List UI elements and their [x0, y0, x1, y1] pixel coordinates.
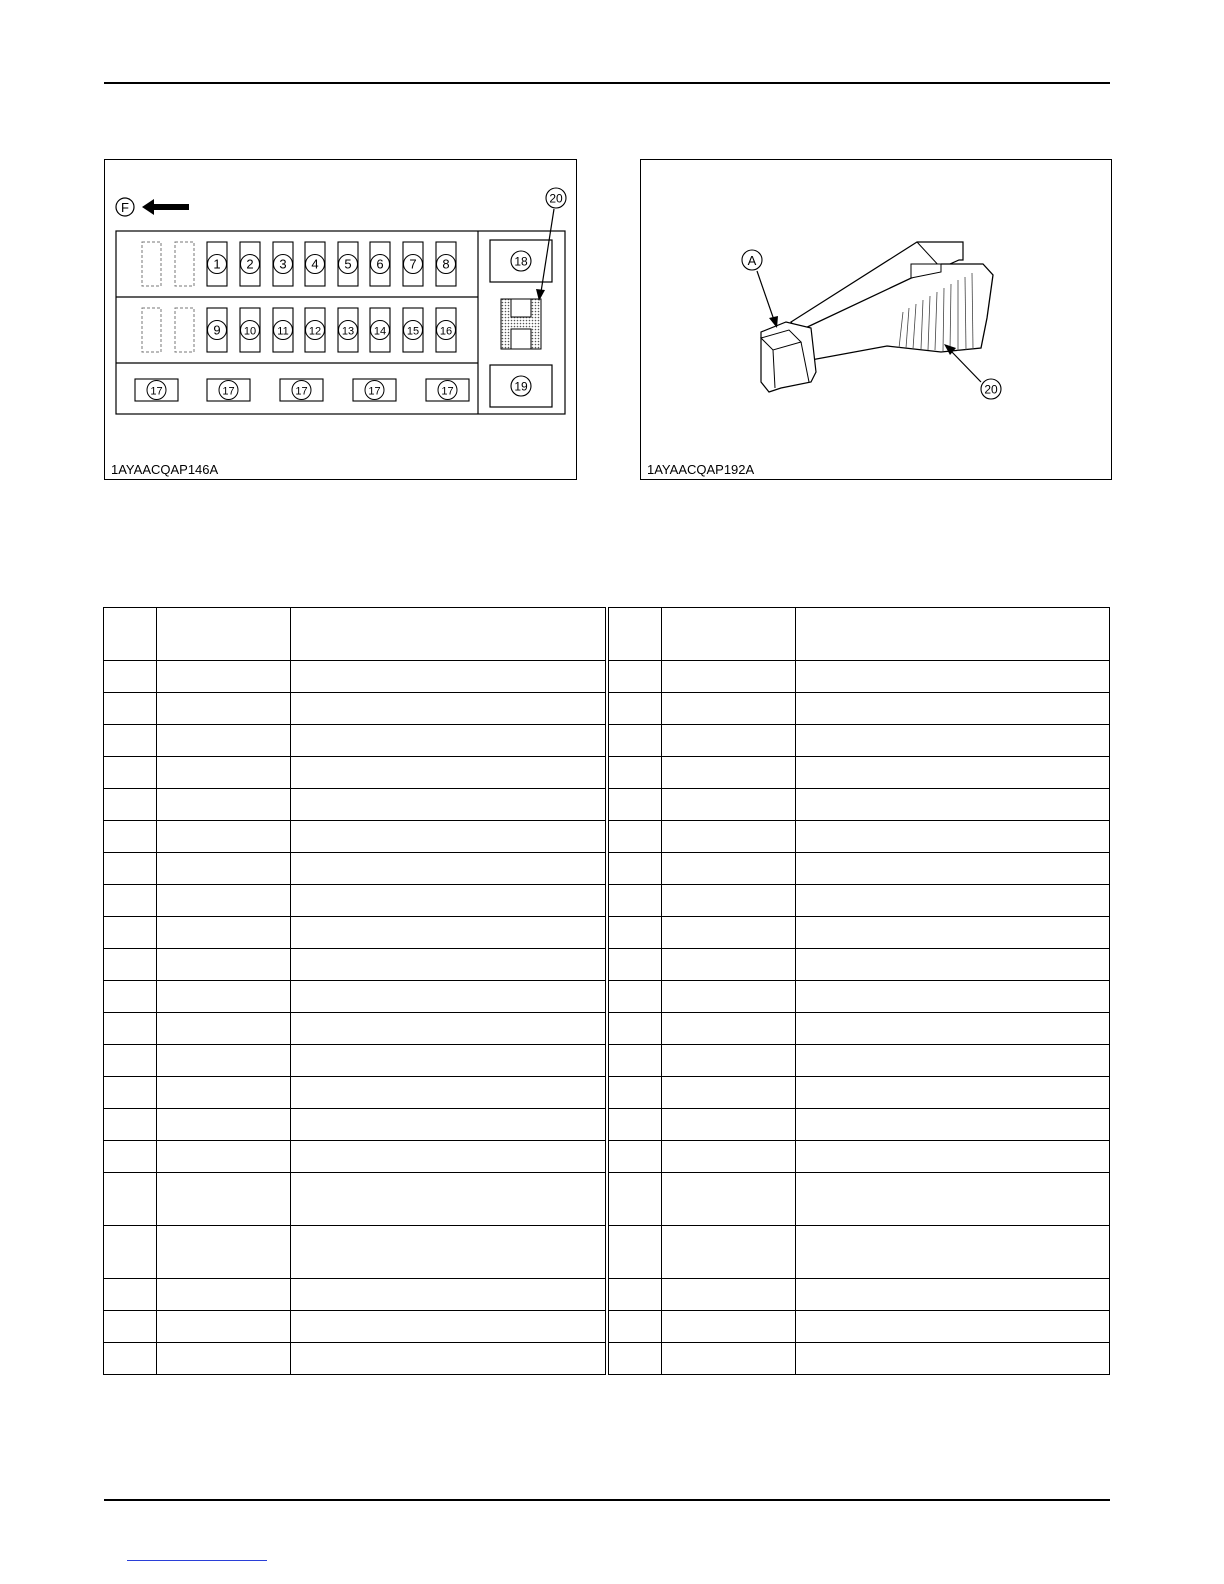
table-cell: [661, 981, 795, 1013]
table-cell: [104, 1173, 157, 1226]
table-cell: [609, 1343, 662, 1375]
fuse-number: 12: [308, 325, 322, 338]
fuse-number: 4: [311, 256, 319, 272]
table-row: [609, 757, 1110, 789]
fuse-number: 10: [243, 325, 257, 338]
table-cell: [156, 1141, 290, 1173]
table-cell: [609, 757, 662, 789]
table-cell: [290, 917, 605, 949]
table-cell: [104, 1343, 157, 1375]
table-cell: [661, 1279, 795, 1311]
table-cell: [609, 1311, 662, 1343]
table-cell: [661, 757, 795, 789]
table-cell: [156, 1109, 290, 1141]
fuse-number: 13: [341, 325, 355, 338]
table-cell: [795, 1343, 1109, 1375]
table-cell: [661, 608, 795, 661]
fuse-row-3: [135, 379, 469, 401]
table-cell: [156, 1343, 290, 1375]
table-cell: [156, 1311, 290, 1343]
table-cell: [795, 1226, 1109, 1279]
table-row: [609, 1013, 1110, 1045]
table-cell: [795, 1311, 1109, 1343]
table-row: [609, 853, 1110, 885]
table-row: [609, 693, 1110, 725]
table-cell: [290, 853, 605, 885]
figure-caption-right: 1AYAACQAP192A: [647, 462, 755, 477]
table-row: [104, 949, 606, 981]
table-cell: [104, 1279, 157, 1311]
table-cell: [156, 789, 290, 821]
table-cell: [795, 789, 1109, 821]
table-cell: [290, 1226, 605, 1279]
table-cell: [661, 949, 795, 981]
fuse-number: 11: [277, 325, 289, 338]
table-cell: [609, 693, 662, 725]
table-cell: [104, 1077, 157, 1109]
table-cell: [156, 853, 290, 885]
table-cell: [156, 1226, 290, 1279]
table-cell: [290, 1045, 605, 1077]
table-row: [609, 1279, 1110, 1311]
table-row: [104, 1141, 606, 1173]
front-label: F: [121, 200, 129, 215]
table-cell: [661, 1045, 795, 1077]
fuse-number: 17: [441, 385, 454, 398]
table-cell: [795, 981, 1109, 1013]
table-cell: [290, 725, 605, 757]
table-row: [104, 1343, 606, 1375]
table-row: [104, 1045, 606, 1077]
front-arrow-icon: [142, 199, 189, 215]
table-cell: [609, 885, 662, 917]
table-row: [609, 661, 1110, 693]
table-cell: [795, 725, 1109, 757]
top-rule: [104, 82, 1110, 84]
table-row: [104, 1013, 606, 1045]
table-cell: [290, 821, 605, 853]
fuse-number: 1: [213, 256, 221, 272]
table-cell: [104, 821, 157, 853]
table-cell: [661, 1109, 795, 1141]
fuse-number: 17: [222, 385, 235, 398]
table-row: [609, 1173, 1110, 1226]
table-cell: [156, 693, 290, 725]
table-cell: [290, 661, 605, 693]
fuse-row-2: [207, 308, 456, 352]
table-cell: [104, 1226, 157, 1279]
label-20: 20: [984, 382, 998, 397]
table-cell: [156, 1077, 290, 1109]
table-cell: [156, 981, 290, 1013]
table-cell: [290, 1279, 605, 1311]
table-row: [609, 981, 1110, 1013]
table-cell: [609, 608, 662, 661]
label-a-line: [757, 271, 774, 320]
table-cell: [609, 1141, 662, 1173]
table-cell: [661, 917, 795, 949]
table-cell: [290, 608, 605, 661]
table-cell: [156, 661, 290, 693]
table-cell: [104, 789, 157, 821]
table-cell: [609, 789, 662, 821]
table-cell: [104, 693, 157, 725]
table-cell: [290, 885, 605, 917]
fuse-puller-slot: [501, 299, 541, 349]
fuse-number: 14: [373, 325, 387, 338]
fuse-number: 3: [279, 256, 287, 272]
table-cell: [290, 1141, 605, 1173]
table-cell: [795, 821, 1109, 853]
table-row: [609, 917, 1110, 949]
fuse-number: 17: [368, 385, 381, 398]
table-cell: [609, 821, 662, 853]
table-cell: [104, 757, 157, 789]
table-row: [104, 693, 606, 725]
table-cell: [609, 1013, 662, 1045]
table-row: [609, 789, 1110, 821]
fuse-number: 8: [442, 256, 450, 272]
fuse-number: 16: [439, 325, 453, 338]
fuse-number: 17: [295, 385, 308, 398]
table-row: [104, 885, 606, 917]
table-row: [104, 1173, 606, 1226]
table-cell: [156, 1279, 290, 1311]
table-cell: [156, 885, 290, 917]
table-cell: [290, 1013, 605, 1045]
fuse-row-1: [207, 242, 456, 286]
table-cell: [795, 917, 1109, 949]
table-row: [104, 661, 606, 693]
table-cell: [609, 981, 662, 1013]
table-cell: [661, 789, 795, 821]
table-cell: [104, 853, 157, 885]
table-cell: [795, 757, 1109, 789]
table-row: [609, 1109, 1110, 1141]
fuse-number: 6: [376, 256, 384, 272]
table-cell: [156, 1173, 290, 1226]
table-cell: [156, 757, 290, 789]
table-cell: [156, 725, 290, 757]
table-cell: [795, 1013, 1109, 1045]
table-cell: [290, 981, 605, 1013]
table-row: [609, 885, 1110, 917]
table-cell: [104, 1311, 157, 1343]
table-cell: [795, 885, 1109, 917]
table-row: [609, 608, 1110, 661]
table-cell: [104, 725, 157, 757]
table-cell: [661, 1311, 795, 1343]
table-cell: [661, 725, 795, 757]
table-cell: [156, 949, 290, 981]
table-row: [609, 949, 1110, 981]
table-cell: [795, 1077, 1109, 1109]
table-cell: [290, 1109, 605, 1141]
table-row: [104, 981, 606, 1013]
front-indicator: [116, 198, 189, 216]
table-cell: [104, 1013, 157, 1045]
table-cell: [661, 1077, 795, 1109]
table-cell: [795, 661, 1109, 693]
fuse-table-right: [608, 607, 1110, 1375]
table-row: [609, 725, 1110, 757]
bottom-rule: [104, 1499, 1110, 1501]
table-cell: [661, 853, 795, 885]
fuse-number: 2: [246, 256, 254, 272]
fuse-number: 17: [150, 385, 163, 398]
table-cell: [661, 1141, 795, 1173]
table-cell: [104, 981, 157, 1013]
table-cell: [156, 608, 290, 661]
table-cell: [609, 725, 662, 757]
table-cell: [104, 661, 157, 693]
table-row: [104, 917, 606, 949]
table-cell: [609, 661, 662, 693]
relay-19-label: 19: [514, 379, 528, 394]
table-cell: [661, 693, 795, 725]
table-cell: [661, 1173, 795, 1226]
table-row: [104, 789, 606, 821]
fuse-box-figure: [104, 159, 577, 480]
table-row: [104, 1226, 606, 1279]
figure-caption-left: 1AYAACQAP146A: [111, 462, 219, 477]
table-cell: [609, 1226, 662, 1279]
table-cell: [795, 1045, 1109, 1077]
table-cell: [661, 661, 795, 693]
table-cell: [795, 1141, 1109, 1173]
table-cell: [290, 757, 605, 789]
pointer-20-label: 20: [549, 191, 563, 206]
fuse-box-drawing: [105, 160, 575, 478]
table-cell: [104, 608, 157, 661]
label-a: A: [747, 253, 757, 268]
table-cell: [104, 1109, 157, 1141]
table-cell: [609, 1109, 662, 1141]
table-cell: [795, 1109, 1109, 1141]
table-row: [609, 1141, 1110, 1173]
table-cell: [795, 1279, 1109, 1311]
table-row: [104, 1279, 606, 1311]
table-cell: [661, 885, 795, 917]
table-cell: [609, 949, 662, 981]
table-row: [609, 1045, 1110, 1077]
table-row: [104, 757, 606, 789]
table-cell: [290, 1343, 605, 1375]
table-cell: [609, 1173, 662, 1226]
fuse-number: 7: [409, 256, 417, 272]
table-cell: [609, 1279, 662, 1311]
table-row: [609, 821, 1110, 853]
table-row: [104, 725, 606, 757]
table-cell: [661, 1343, 795, 1375]
fuse-puller-drawing: [641, 160, 1110, 478]
table-row: [104, 853, 606, 885]
table-cell: [290, 949, 605, 981]
table-cell: [156, 917, 290, 949]
table-row: [609, 1226, 1110, 1279]
fuse-number: 5: [344, 256, 352, 272]
table-cell: [290, 1311, 605, 1343]
table-cell: [795, 693, 1109, 725]
table-cell: [609, 1077, 662, 1109]
table-cell: [104, 917, 157, 949]
table-row: [609, 1311, 1110, 1343]
relay-18-label: 18: [514, 254, 528, 269]
table-cell: [290, 693, 605, 725]
table-cell: [609, 917, 662, 949]
fuse-number: 9: [213, 322, 221, 338]
table-cell: [290, 1077, 605, 1109]
fuse-puller-figure: [640, 159, 1112, 480]
table-cell: [290, 1173, 605, 1226]
table-cell: [156, 821, 290, 853]
table-row: [609, 1077, 1110, 1109]
table-cell: [609, 853, 662, 885]
table-cell: [156, 1045, 290, 1077]
label-a-arrow-icon: [769, 316, 778, 328]
label-20-line: [951, 351, 981, 382]
footer-link-underline[interactable]: [127, 1560, 267, 1561]
table-row: [104, 1077, 606, 1109]
table-cell: [156, 1013, 290, 1045]
table-cell: [795, 608, 1109, 661]
table-cell: [609, 1045, 662, 1077]
table-cell: [661, 1013, 795, 1045]
table-cell: [661, 1226, 795, 1279]
table-cell: [104, 885, 157, 917]
table-cell: [104, 949, 157, 981]
table-row: [104, 1311, 606, 1343]
table-cell: [290, 789, 605, 821]
fuse-table-left: [103, 607, 606, 1375]
table-cell: [104, 1045, 157, 1077]
table-cell: [795, 949, 1109, 981]
table-cell: [795, 853, 1109, 885]
table-cell: [104, 1141, 157, 1173]
table-cell: [795, 1173, 1109, 1226]
table-row: [609, 1343, 1110, 1375]
table-row: [104, 608, 606, 661]
table-row: [104, 821, 606, 853]
table-row: [104, 1109, 606, 1141]
fuse-number: 15: [406, 325, 420, 338]
table-cell: [661, 821, 795, 853]
